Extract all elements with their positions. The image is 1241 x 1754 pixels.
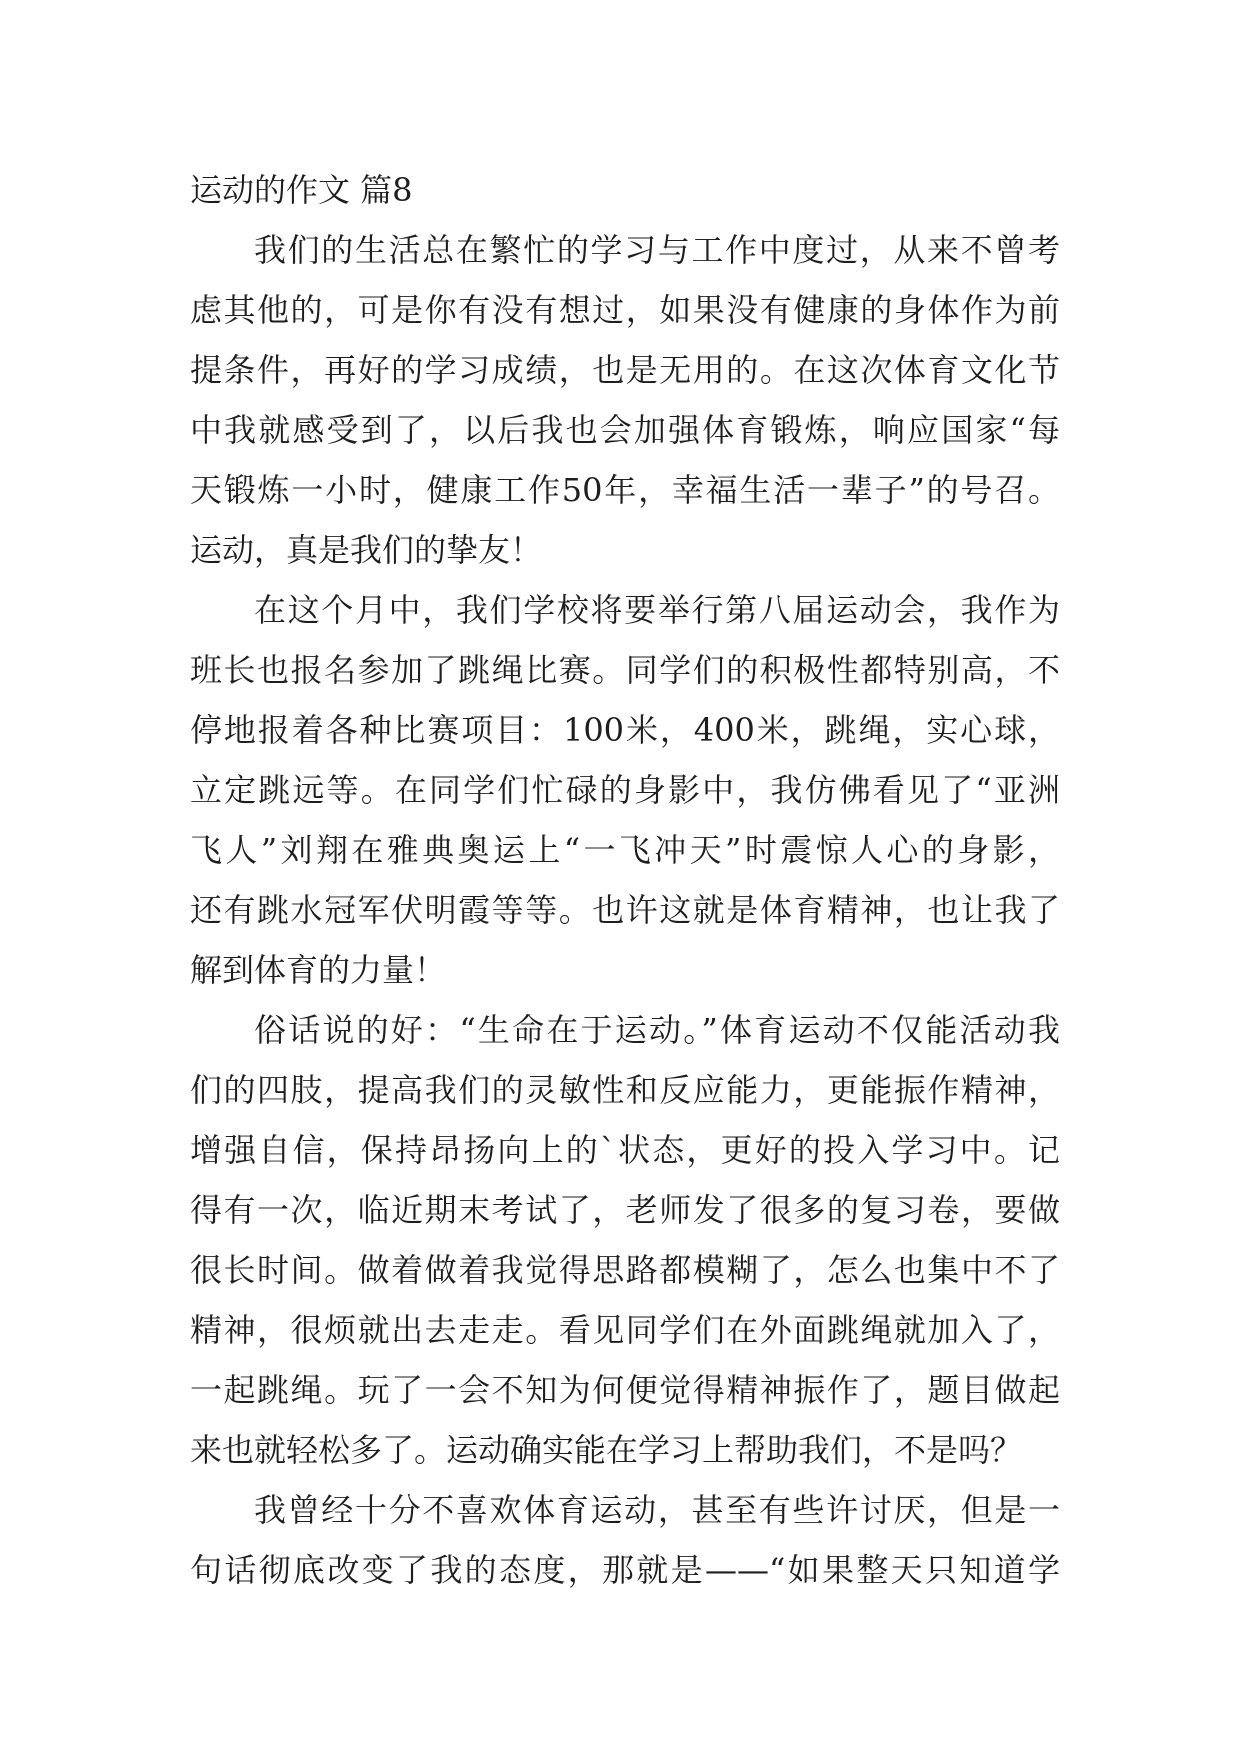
text-line: 班长也报名参加了跳绳比赛。同学们的积极性都特别高，不 [190,651,1060,689]
text-line: 天锻炼一小时，健康工作50年，幸福生活一辈子”的号召。 [190,471,1060,509]
paragraph-1 [190,220,1060,580]
paragraph-3 [190,1000,1060,1480]
text-line: 中我就感受到了，以后我也会加强体育锻炼，响应国家“每 [190,411,1060,449]
text-line: 得有一次，临近期末考试了，老师发了很多的复习卷，要做 [190,1191,1060,1229]
text-line: 一起跳绳。玩了一会不知为何便觉得精神振作了，题目做起 [190,1371,1060,1409]
text-line: 运动，真是我们的挚友！ [190,531,543,569]
text-line: 来也就轻松多了。运动确实能在学习上帮助我们，不是吗？ [190,1431,1023,1469]
text-line: 俗话说的好：“生命在于运动。”体育运动不仅能活动我 [254,1011,1060,1049]
paragraph-4 [190,1480,1060,1600]
text-line: 我们的生活总在繁忙的学习与工作中度过，从来不曾考 [254,231,1060,269]
text-line: 在这个月中，我们学校将要举行第八届运动会，我作为 [254,591,1060,629]
paragraph-2 [190,580,1060,1000]
text-line: 立定跳远等。在同学们忙碌的身影中，我仿佛看见了“亚洲 [190,771,1060,809]
text-line: 停地报着各种比赛项目：100米，400米，跳绳，实心球， [190,711,1060,749]
text-line: 精神，很烦就出去走走。看见同学们在外面跳绳就加入了， [190,1311,1060,1349]
text-line: 很长时间。做着做着我觉得思路都模糊了，怎么也集中不了 [190,1251,1060,1289]
text-line: 飞人”刘翔在雅典奥运上“一飞冲天”时震惊人心的身影， [190,831,1060,869]
text-line: 提条件，再好的学习成绩，也是无用的。在这次体育文化节 [190,351,1060,389]
text-line: 解到体育的力量！ [190,951,447,989]
text-line: 还有跳水冠军伏明霞等等。也许这就是体育精神，也让我了 [190,891,1060,929]
text-line: 我曾经十分不喜欢体育运动，甚至有些许讨厌，但是一 [254,1491,1060,1529]
text-line: 句话彻底改变了我的态度，那就是——“如果整天只知道学 [190,1551,1060,1589]
text-line: 增强自信，保持昂扬向上的`状态，更好的投入学习中。记 [190,1131,1060,1169]
document-body [190,160,1060,1600]
text-line: 们的四肢，提高我们的灵敏性和反应能力，更能振作精神， [190,1071,1060,1109]
document-title: 运动的作文 篇8 [190,171,413,209]
text-line: 虑其他的，可是你有没有想过，如果没有健康的身体作为前 [190,291,1060,329]
